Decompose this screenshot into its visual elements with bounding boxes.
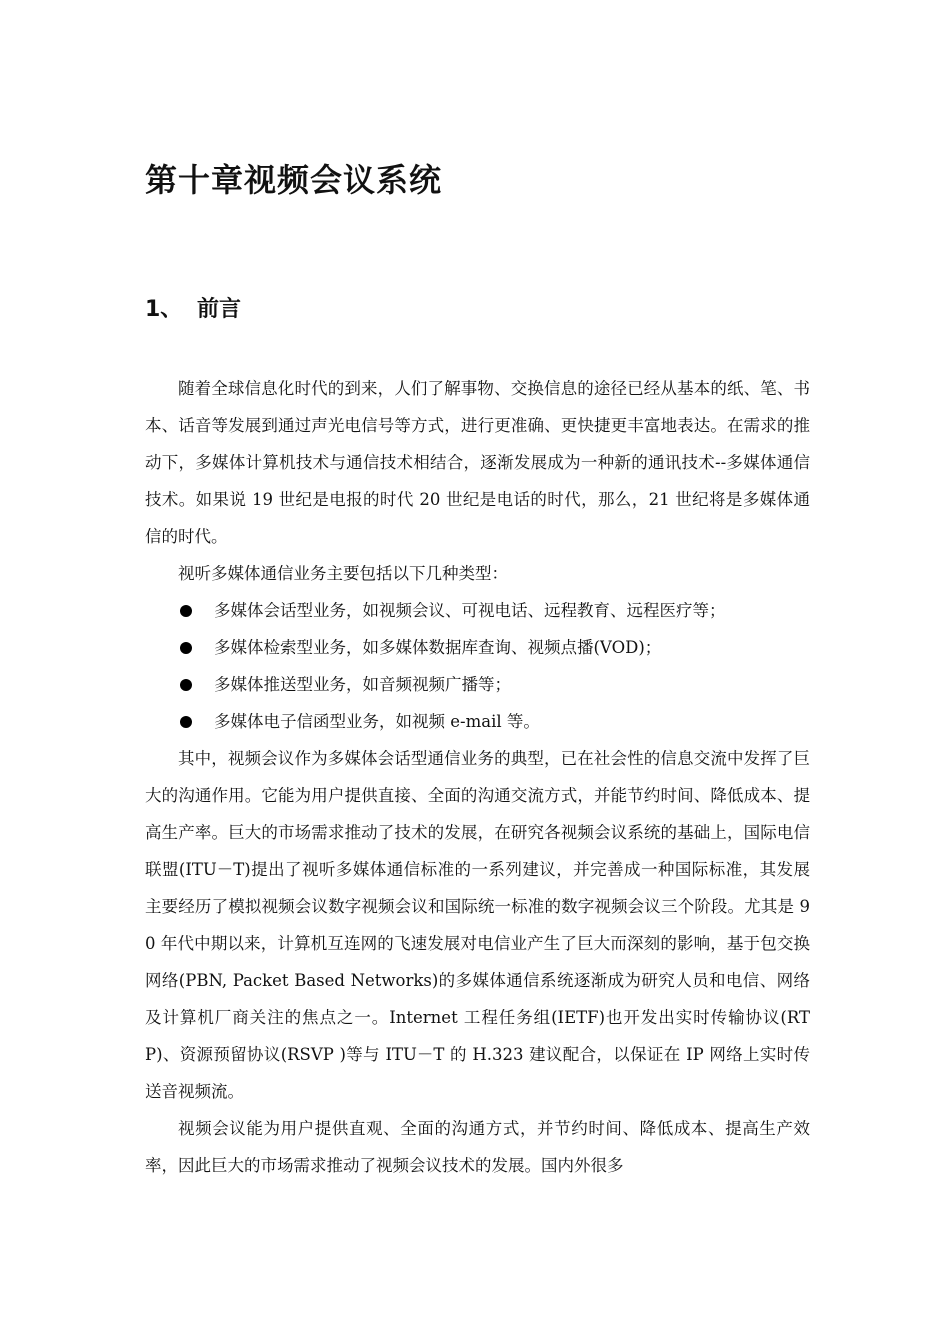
list-item-text: 多媒体电子信函型业务，如视频 e-mail 等。 <box>214 712 540 731</box>
section-number: 1、 <box>145 297 183 322</box>
bullet-dot-icon <box>180 605 192 617</box>
bullet-dot-icon <box>180 679 192 691</box>
paragraph-market-demand: 视频会议能为用户提供直观、全面的沟通方式，并节约时间、降低成本、提高生产效率，因此巨大的市场需求推动了视频会议技术的发展。国内外很多 <box>145 1119 810 1175</box>
section-heading <box>145 292 241 328</box>
list-item <box>145 703 810 740</box>
paragraph-video-conference: 其中，视频会议作为多媒体会话型通信业务的典型，已在社会性的信息交流中发挥了巨大的沟通作用。它能为用户提供直接、全面的沟通交流方式，并能节约时间、降低成本、提高生产率。巨大的市场需求推动了技术的发展，在研究各视频会议系统的基础上，国际电信联盟(ITU－T)提出了视听多媒体通信标准的一系列建议，并完善成一种国际标准，其发展主要经历了模拟视频会议数字视频会议和国际统一标准的数字视频会议三个阶段。尤其是 90 年代中期以来，计算机互连网的飞速发展对电信业产生了巨大而深刻的影响，基于包交换网络(PBN, Packet Based Networks)的多媒体通信系统逐渐成为研究人员和电信、网络及计算机厂商关注的焦点之一。Internet 工程任务组(IETF)也开发出实时传输协议(RTP)、资源预留协议(RSVP )等与 ITU－T 的 H.323 建议配合，以保证在 IP 网络上实时传送音视频流。 <box>145 749 810 1101</box>
paragraph-intro: 随着全球信息化时代的到来，人们了解事物、交换信息的途径已经从基本的纸、笔、书本、话音等发展到通过声光电信号等方式，进行更准确、更快捷更丰富地表达。在需求的推动下，多媒体计算机技术与通信技术相结合，逐渐发展成为一种新的通讯技术--多媒体通信技术。如果说 19 世纪是电报的时代 20 世纪是电话的时代，那么，21 世纪将是多媒体通信的时代。 <box>145 379 810 546</box>
list-item <box>145 666 810 703</box>
chapter-title: 第十章视频会议系统 <box>145 161 443 199</box>
list-item-text: 多媒体检索型业务，如多媒体数据库查询、视频点播(VOD)； <box>214 638 662 657</box>
list-item <box>145 629 810 666</box>
list-item-text: 多媒体会话型业务，如视频会议、可视电话、远程教育、远程医疗等； <box>214 601 726 620</box>
body-text <box>145 370 810 1184</box>
bullet-dot-icon <box>180 716 192 728</box>
list-item-text: 多媒体推送型业务，如音频视频广播等； <box>214 675 511 694</box>
list-item <box>145 592 810 629</box>
paragraph-service-types: 视听多媒体通信业务主要包括以下几种类型： <box>178 564 508 583</box>
service-type-list <box>145 592 810 740</box>
section-title: 前言 <box>197 297 242 322</box>
bullet-dot-icon <box>180 642 192 654</box>
